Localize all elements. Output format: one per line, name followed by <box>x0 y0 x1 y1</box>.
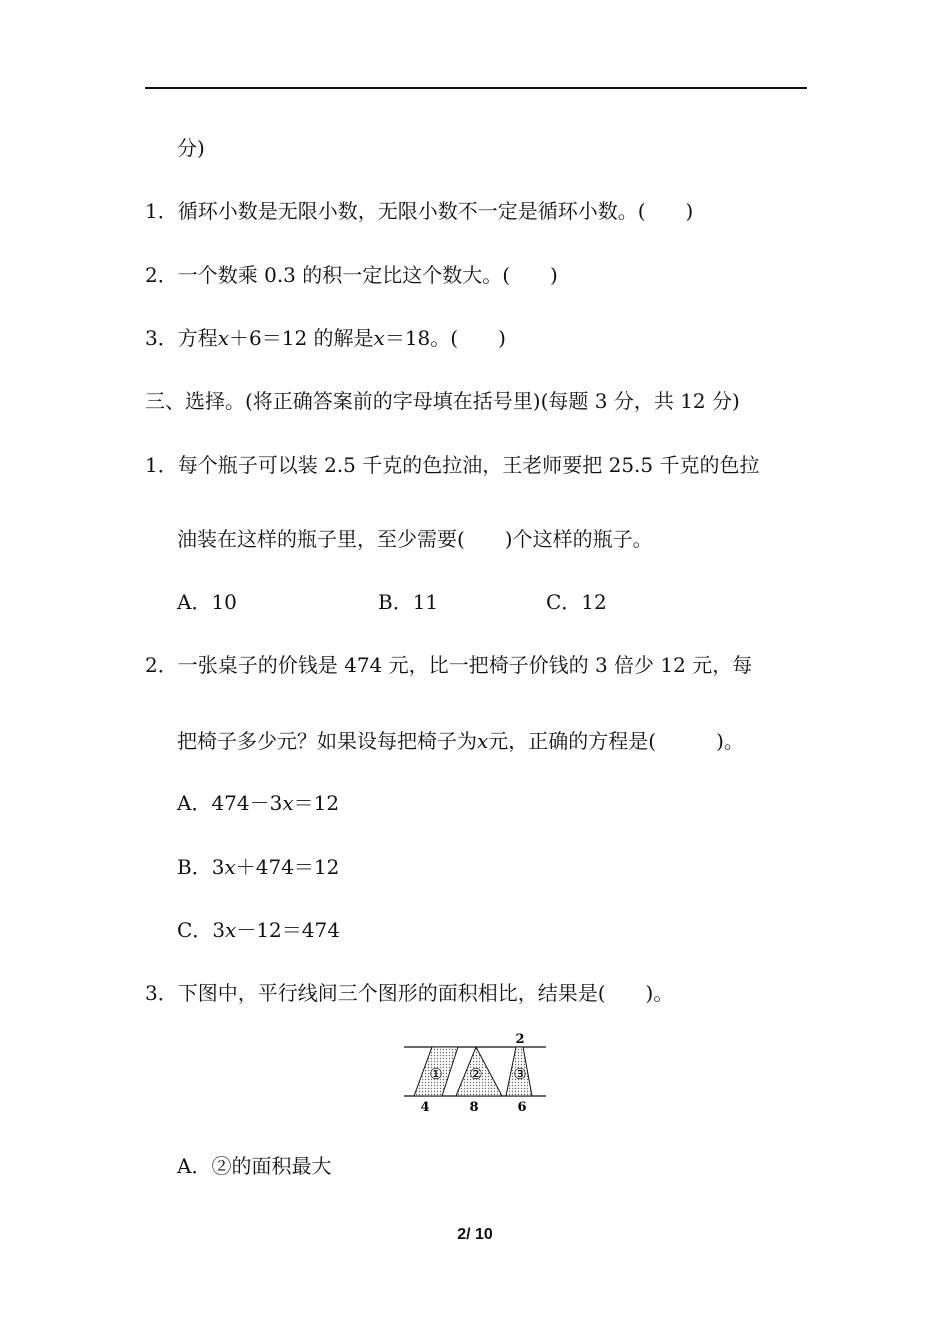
choice-2-option-a <box>177 791 339 815</box>
choice-2-line-1 <box>145 653 752 677</box>
choice-1-line-1 <box>145 453 760 477</box>
judge-item-2 <box>145 263 558 287</box>
option-text: ＝12 <box>293 791 340 815</box>
item-number: 3． <box>145 326 178 350</box>
option-text: 3 <box>211 855 225 879</box>
choice-1-option-a: A．10 <box>177 590 237 614</box>
parallel-lines-figure <box>400 1027 550 1119</box>
item-number: 2． <box>145 653 178 677</box>
variable-x: x <box>477 729 489 753</box>
choice-1-option-c: C．12 <box>546 590 607 614</box>
choice-3-option-a: A．②的面积最大 <box>177 1154 332 1178</box>
option-text: 3 <box>212 918 226 942</box>
shape-3-top-value: 2 <box>515 1032 525 1047</box>
judge-item-1 <box>145 199 693 223</box>
item-number: 1． <box>145 453 178 477</box>
choice-1-option-b: B．11 <box>378 590 439 614</box>
item-text-mid: ＋6＝12 的解是 <box>229 326 374 350</box>
page-number: 2/ 10 <box>457 1226 493 1243</box>
variable-x: x <box>373 326 385 350</box>
variable-x: x <box>225 918 237 942</box>
item-text: 循环小数是无限小数，无限小数不一定是循环小数。( ) <box>177 199 694 223</box>
option-label: C． <box>177 918 213 942</box>
shape-2-base-value: 8 <box>469 1100 479 1115</box>
option-text: ＋474＝12 <box>235 855 340 879</box>
item-number: 1． <box>145 199 178 223</box>
choice-2-line-2 <box>177 729 744 753</box>
item-number: 2． <box>145 263 178 287</box>
section-3-heading: 三、选择。(将正确答案前的字母填在括号里)(每题 3 分，共 12 分) <box>145 389 740 413</box>
shape-1-label: ① <box>429 1065 443 1083</box>
item-text: 下图中，平行线间三个图形的面积相比，结果是( )。 <box>177 981 674 1005</box>
choice-1-line-2: 油装在这样的瓶子里，至少需要( )个这样的瓶子。 <box>177 527 653 551</box>
item-text-pre: 方程 <box>177 326 218 350</box>
item-text-post: ＝18。( ) <box>384 326 506 350</box>
option-label: A． <box>177 791 212 815</box>
choice-2-option-b <box>177 855 339 879</box>
item-text-post: 元，正确的方程是( )。 <box>488 729 744 753</box>
header-rule <box>145 87 807 89</box>
item-text: 一张桌子的价钱是 474 元，比一把椅子价钱的 3 倍少 12 元，每 <box>177 653 753 677</box>
item-text: 每个瓶子可以装 2.5 千克的色拉油，王老师要把 25.5 千克的色拉 <box>177 453 760 477</box>
shape-3-label: ③ <box>513 1065 527 1083</box>
item-number: 3． <box>145 981 178 1005</box>
choice-2-option-c <box>177 918 340 942</box>
option-text: 474－3 <box>211 791 283 815</box>
continued-fragment: 分) <box>177 136 205 160</box>
item-text: 一个数乘 0.3 的积一定比这个数大。( ) <box>177 263 558 287</box>
shape-2-label: ② <box>469 1065 483 1083</box>
option-label: B． <box>177 855 212 879</box>
shape-3-base-value: 6 <box>517 1100 527 1115</box>
variable-x: x <box>282 791 294 815</box>
item-text-pre: 把椅子多少元？如果设每把椅子为 <box>177 729 477 753</box>
choice-3-line-1 <box>145 981 673 1005</box>
shape-1-base-value: 4 <box>420 1100 430 1115</box>
option-text: －12＝474 <box>236 918 340 942</box>
variable-x: x <box>224 855 236 879</box>
variable-x: x <box>217 326 230 350</box>
judge-item-3 <box>145 326 506 350</box>
